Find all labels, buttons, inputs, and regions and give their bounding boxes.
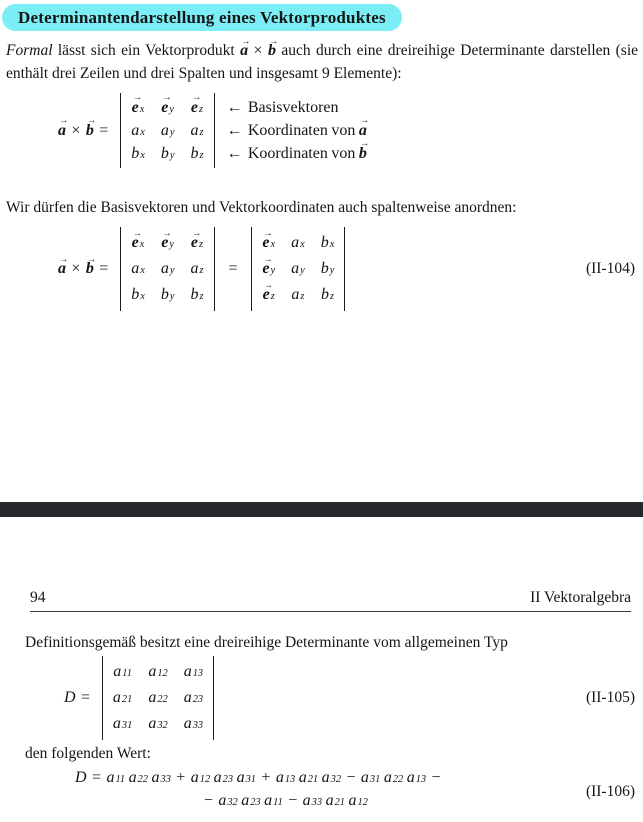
page-header	[30, 584, 631, 612]
determinant-matrix-rowwise: → e x → e y → e z a x a y a z b x b y b z	[120, 227, 214, 311]
determinant-matrix-general: a 11 a 12 a 13 a 21 a 22 a 23 a 31 a 32 a 33	[102, 656, 214, 740]
eq-basis-lhs: → a × → b =	[58, 123, 110, 139]
highlighted-section-title: Determinantendarstellung eines Vektorproduktes	[2, 4, 402, 31]
chapter-title: II Vektoralgebra	[530, 589, 631, 606]
page-number: 94	[30, 589, 46, 606]
eq-106-line1: D = a 11 a 22 a 33 + a 12 a 23 a 31 + a 13 a 21 a 32 − a 31 a 22 a 13 −	[75, 769, 441, 786]
intro-text-after-math: auch durch eine dreireihige Determinante darstellen (sie enthält drei Zeilen und drei Spalten und insgesamt 9 Elemente):	[6, 42, 639, 82]
eq-label-II-104: (II-104)	[585, 260, 635, 277]
equals-sign: =	[228, 260, 238, 277]
equation-II-105	[0, 656, 643, 740]
determinant-matrix-columnwise: → e x a x b x → e y a y b y → e z a z b z	[251, 227, 345, 311]
paragraph-definition: Definitionsgemäß besitzt eine dreireihige Determinante vom allgemeinen Typ	[25, 634, 508, 651]
eq-106-line2: − a 32 a 23 a 11 − a 33 a 21 a 12	[203, 792, 368, 809]
paragraph-spaltenweise: Wir dürfen die Basisvektoren und Vektorkoordinaten auch spaltenweise anordnen:	[6, 199, 517, 216]
intro-paragraph	[6, 39, 638, 85]
annotation-koordinaten-b: ← Koordinaten von → b	[225, 142, 367, 165]
eq-label-II-105: (II-105)	[585, 689, 635, 706]
equation-basisvektoren	[0, 93, 643, 168]
annotation-koordinaten-a: ← Koordinaten von → a	[225, 119, 367, 142]
paragraph-wert: den folgenden Wert:	[25, 745, 151, 762]
equation-II-104	[0, 227, 643, 311]
page-separator-bar	[0, 502, 643, 517]
intro-text-before-math: lässt sich ein Vektorprodukt	[57, 42, 235, 59]
intro-inline-vector-product: → a × → b	[240, 43, 276, 59]
eq-104-lhs: → a × → b =	[58, 261, 110, 277]
intro-italic-lead: Formal	[6, 42, 53, 59]
eq-105-lhs: D =	[64, 689, 91, 706]
annotation-basisvektoren: ← Basisvektoren	[226, 98, 339, 116]
equation-II-106	[0, 770, 643, 814]
eq-label-II-106: (II-106)	[585, 783, 635, 800]
determinant-matrix-basis: → e x → e y → e z a x a y a z b x b y b z	[120, 93, 214, 168]
row-annotations	[225, 96, 367, 165]
